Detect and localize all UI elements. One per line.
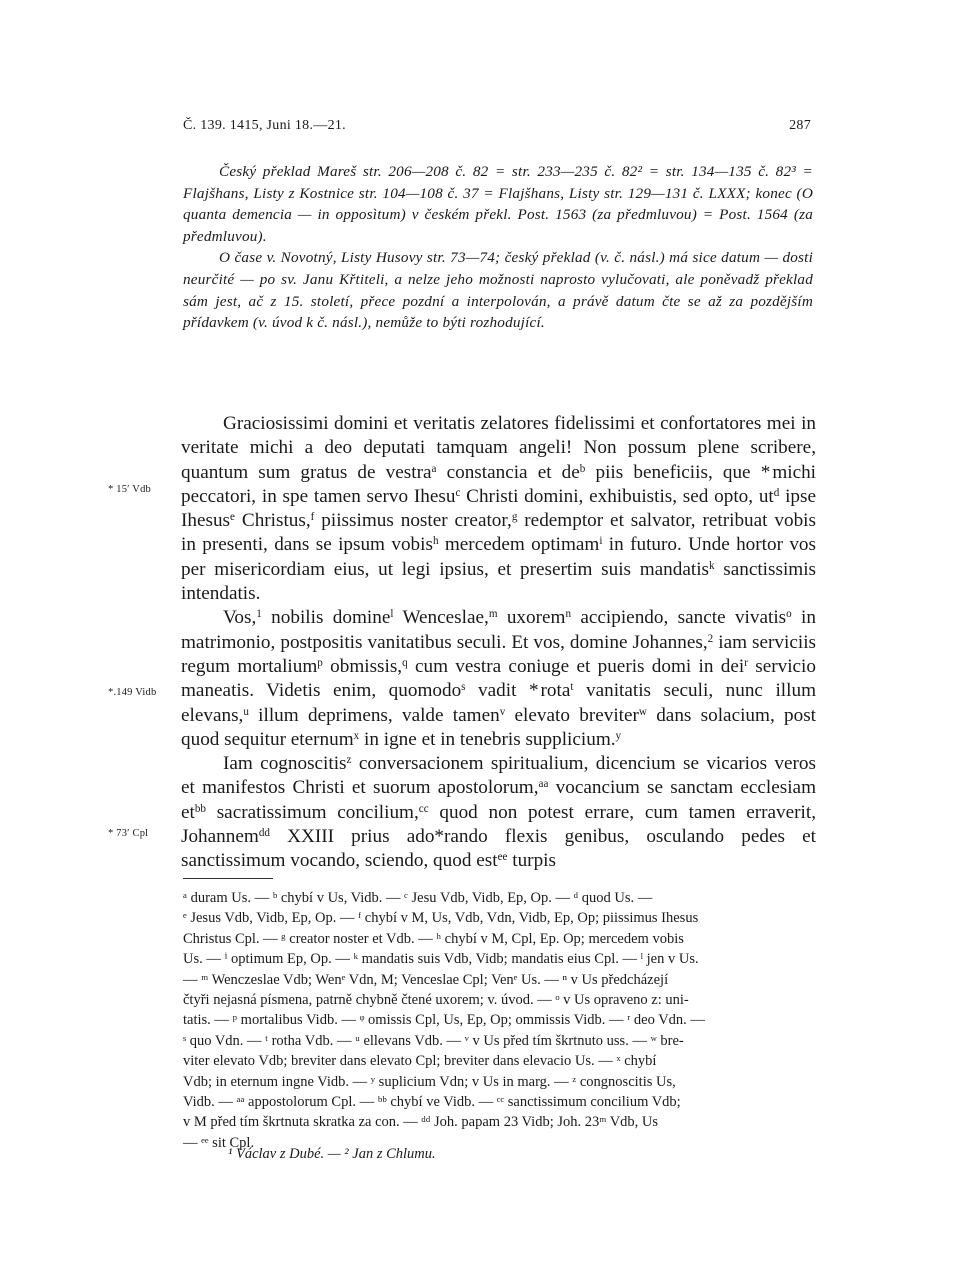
footnote-line: Vidb. — ᵃᵃ appostolorum Cpl. — ᵇᵇ chybí ve Vidb. — ᶜᶜ sanctissimum concilium Vdb; [183, 1094, 681, 1111]
footnote-line: — ᵐ Wenczeslae Vdb; Wenᵉ Vdn, M; Venceslae Cpl; Venᵉ Us. — ⁿ v Us předcházejí [183, 971, 669, 988]
footnote-line: ᵉ Jesus Vdb, Vidb, Ep, Op. — ᶠ chybí v M, Us, Vdb, Vdn, Vidb, Ep, Op; piissimus Ihesus [183, 910, 699, 927]
footnote-line: — ᵉᵉ sit Cpl. [183, 1134, 255, 1151]
footnote-line: v M před tím škrtnuta skratka za con. — ᵈᵈ Joh. papam 23 Vidb; Joh. 23ᵐ Vdb, Us [183, 1114, 659, 1131]
folio-marker: * [760, 461, 771, 483]
page-number: 287 [789, 118, 811, 133]
folio-marker: * [434, 826, 445, 848]
critical-apparatus [183, 888, 817, 1153]
editorial-introduction [183, 161, 813, 334]
margin-note: * 73′ Cpl [108, 828, 149, 839]
letter-paragraph: Graciosissimi domini et veritatis zelatores fidelissimi et confortatores mei in veritate michi a deo deputati tamquam angeli! Non possum plene scribere, quantum sum gratus de vestra$^a$ constancia et $de^b$ piis beneficiis, que * michi peccatori, in spe tamen servo Ihesu$^c$ Christi domini, exhibuistis, sed opto, $ut^d$ ipse Ihesus$^e$ Christus,$^f$ piissimus noster creator,$^g$ redemptor et salvator, retribuat vobis in presenti, dans se ipsum vobis$^h$ mercedem optimam$^i$ in futuro. Unde hortor vos per misericordiam eius, ut legi ipsius, et presertim suis mandatis$^k$ sanctissimis intendatis. [181, 413, 817, 605]
letter-paragraph: Iam cognoscitis$^z$ conversacionem spiritualium, dicencium se vicarios veros et manifestos Christi et suorum apostolorum,$^{aa}$ vocancium se sanctam ecclesiam $et^{bb}$ sacratissimum concilium,$^{cc}$ quod non potest errare, cum tamen erraverit, Johannem$^{dd}$ XXIII prius ado*rando flexis genibus, osculando pedes et sanctissimum vocando, sciendo, quod est$^{ee}$ turpis [181, 753, 817, 872]
footnote-line: Us. — ⁱ optimum Ep, Op. — ᵏ mandatis suis Vdb, Vidb; mandatis eius Cpl. — ˡ jen v Us. [183, 951, 699, 968]
footnote-line: viter elevato Vdb; breviter dans elevato Cpl; breviter dans elevacio Us. — ˣ chybí [183, 1053, 657, 1070]
footnote-divider [183, 878, 273, 879]
intro-paragraph: O čase v. Novotný, Listy Husovy str. 73—74; český překlad (v. č. násl.) má sice datum — dosti neurčité — po sv. Janu Křtiteli, a nelze jeho možnosti naprosto vylučovati, ale poněvadž překlad sám jest, ač z 15. století, přece pozdní a interpolován, a právě datum čte se až za pozdějším přídavkem (v. úvod k č. násl.), nemůže to býti rozhodující. [183, 249, 813, 332]
intro-paragraph: Český překlad Mareš str. 206—208 č. 82 = str. 233—235 č. 82² = str. 134—135 č. 82³ = Flajšhans, Listy z Kostnice str. 104—108 č. 37 = Flajšhans, Listy str. 129—131 č. LXXX; konec (O quanta demencia — in opposìtum) v českém překl. Post. 1563 (za předmluvou) = Post. 1564 (za předmluvou). [183, 163, 813, 245]
person-notes: ¹ Václav z Dubé. — ² Jan z Chlumu. [228, 1146, 436, 1162]
footnote-line: ˢ quo Vdn. — ᵗ rotha Vdb. — ᵘ ellevans Vdb. — ᵛ v Us před tím škrtnuto uss. — ʷ bre- [183, 1032, 684, 1049]
margin-note: * 15′ Vdb [108, 484, 151, 495]
margin-note: *.149 Vidb [108, 687, 157, 698]
footnote-line: Christus Cpl. — ᵍ creator noster et Vdb. — ʰ chybí v M, Cpl, Ep. Op; mercedem vobis [183, 930, 684, 947]
folio-marker: * [528, 680, 539, 702]
footnote-line: ᵃ duram Us. — ᵇ chybí v Us, Vidb. — ᶜ Jesu Vdb, Vidb, Ep, Op. — ᵈ quod Us. — [183, 890, 653, 906]
latin-letter-text [181, 412, 816, 874]
running-head: Č. 139. 1415, Juni 18.—21. [183, 118, 346, 133]
footnote-line: Vdb; in eternum ingne Vidb. — ʸ suplicium Vdn; v Us in marg. — ᶻ congnoscitis Us, [183, 1073, 676, 1090]
footnote-line: čtyři nejasná písmena, patrně chybně čtené uxorem; v. úvod. — ᵒ v Us opraveno z: uni- [183, 992, 689, 1009]
letter-paragraph: Vos,$^1$ nobilis domine$^l$ Wenceslae,$^m$ uxorem$^n$ accipiendo, sancte vivatis$^o$ in matrimonio, postpositis vanitatibus seculi. Et vos, domine Johannes,$^2$ iam serviciis regum mortalium$^p$ obmissis,$^q$ cum vestra coniuge et pueris domi in dei$^r$ servicio maneatis. Videtis enim, quomodo$^s$ vadit * rota$^t$ vanitatis seculi, nunc illum elevans,$^u$ illum deprimens, valde tamen$^v$ elevato breviter$^w$ dans solacium, post quod sequitur eternum$^x$ in igne et in tenebris supplicium.$^y$ [181, 607, 817, 750]
footnote-line: tatis. — ᵖ mortalibus Vidb. — ᵠ omissis Cpl, Us, Ep, Op; ommissis Vidb. — ʳ deo Vdn. — [183, 1012, 705, 1029]
